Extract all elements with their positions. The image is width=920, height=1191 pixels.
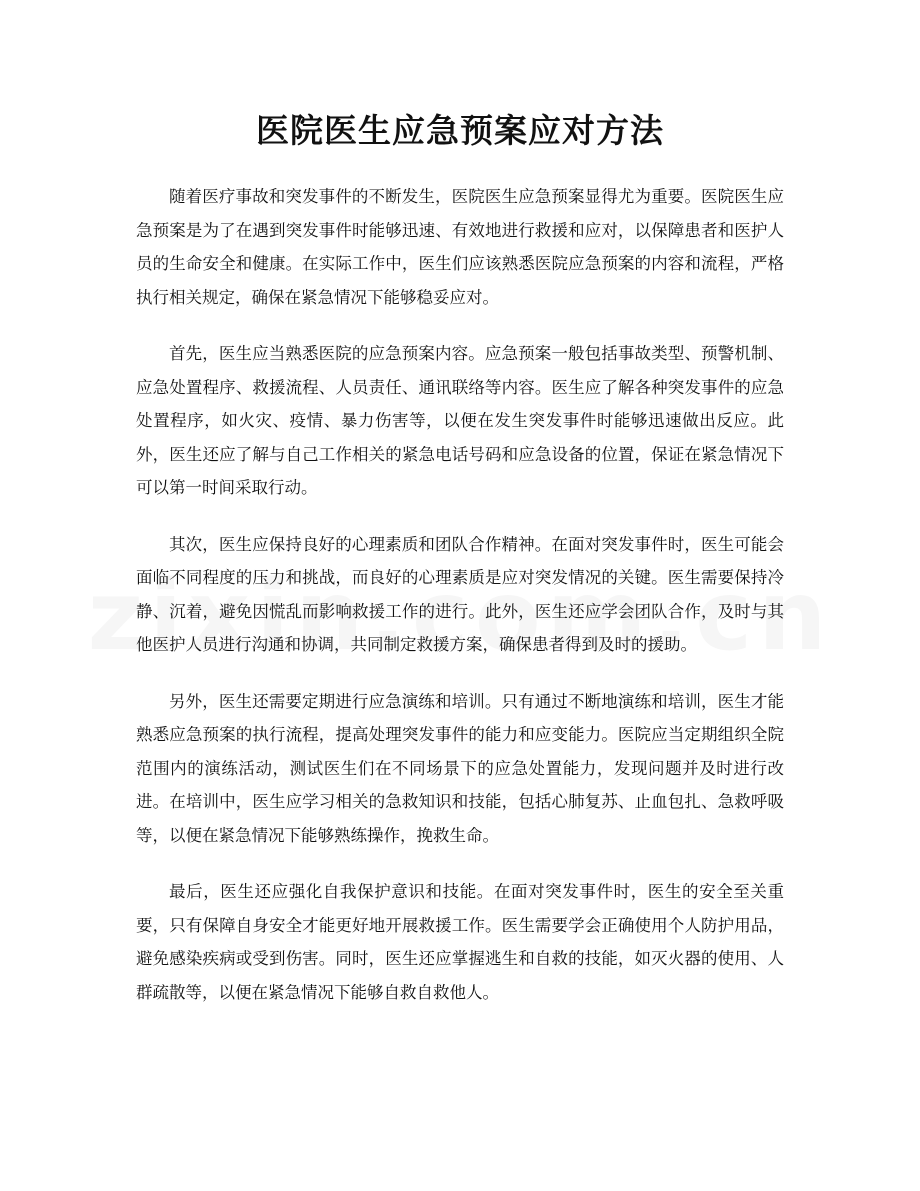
document-body (136, 180, 784, 1032)
paragraph-2: 首先，医生应当熟悉医院的应急预案内容。应急预案一般包括事故类型、预警机制、应急处置程序、救援流程、人员责任、通讯联络等内容。医生应了解各种突发事件的应急处置程序，如火灾、疫情、暴力伤害等，以便在发生突发事件时能够迅速做出反应。此外，医生还应了解与自己工作相关的紧急电话号码和应急设备的位置，保证在紧急情况下可以第一时间采取行动。 (136, 344, 784, 497)
paragraph-5: 最后，医生还应强化自我保护意识和技能。在面对突发事件时，医生的安全至关重要，只有保障自身安全才能更好地开展救援工作。医生需要学会正确使用个人防护用品，避免感染疾病或受到伤害。同时，医生还应掌握逃生和自救的技能，如灭火器的使用、人群疏散等，以便在紧急情况下能够自救自救他人。 (136, 882, 784, 1002)
document-title: 医院医生应急预案应对方法 (256, 111, 664, 150)
paragraph-1: 随着医疗事故和突发事件的不断发生，医院医生应急预案显得尤为重要。医院医生应急预案是为了在遇到突发事件时能够迅速、有效地进行救援和应对，以保障患者和医护人员的生命安全和健康。在实际工作中，医生们应该熟悉医院应急预案的内容和流程，严格执行相关规定，确保在紧急情况下能够稳妥应对。 (136, 187, 784, 307)
paragraph-4: 另外，医生还需要定期进行应急演练和培训。只有通过不断地演练和培训，医生才能熟悉应急预案的执行流程，提高处理突发事件的能力和应变能力。医院应当定期组织全院范围内的演练活动，测试医生们在不同场景下的应急处置能力，发现问题并及时进行改进。在培训中，医生应学习相关的急救知识和技能，包括心肺复苏、止血包扎、急救呼吸等，以便在紧急情况下能够熟练操作，挽救生命。 (136, 691, 784, 845)
paragraph-3: 其次，医生应保持良好的心理素质和团队合作精神。在面对突发事件时，医生可能会面临不同程度的压力和挑战，而良好的心理素质是应对突发情况的关键。医生需要保持冷静、沉着，避免因慌乱而影响救援工作的进行。此外，医生还应学会团队合作，及时与其他医护人员进行沟通和协调，共同制定救援方案，确保患者得到及时的援助。 (136, 534, 784, 654)
